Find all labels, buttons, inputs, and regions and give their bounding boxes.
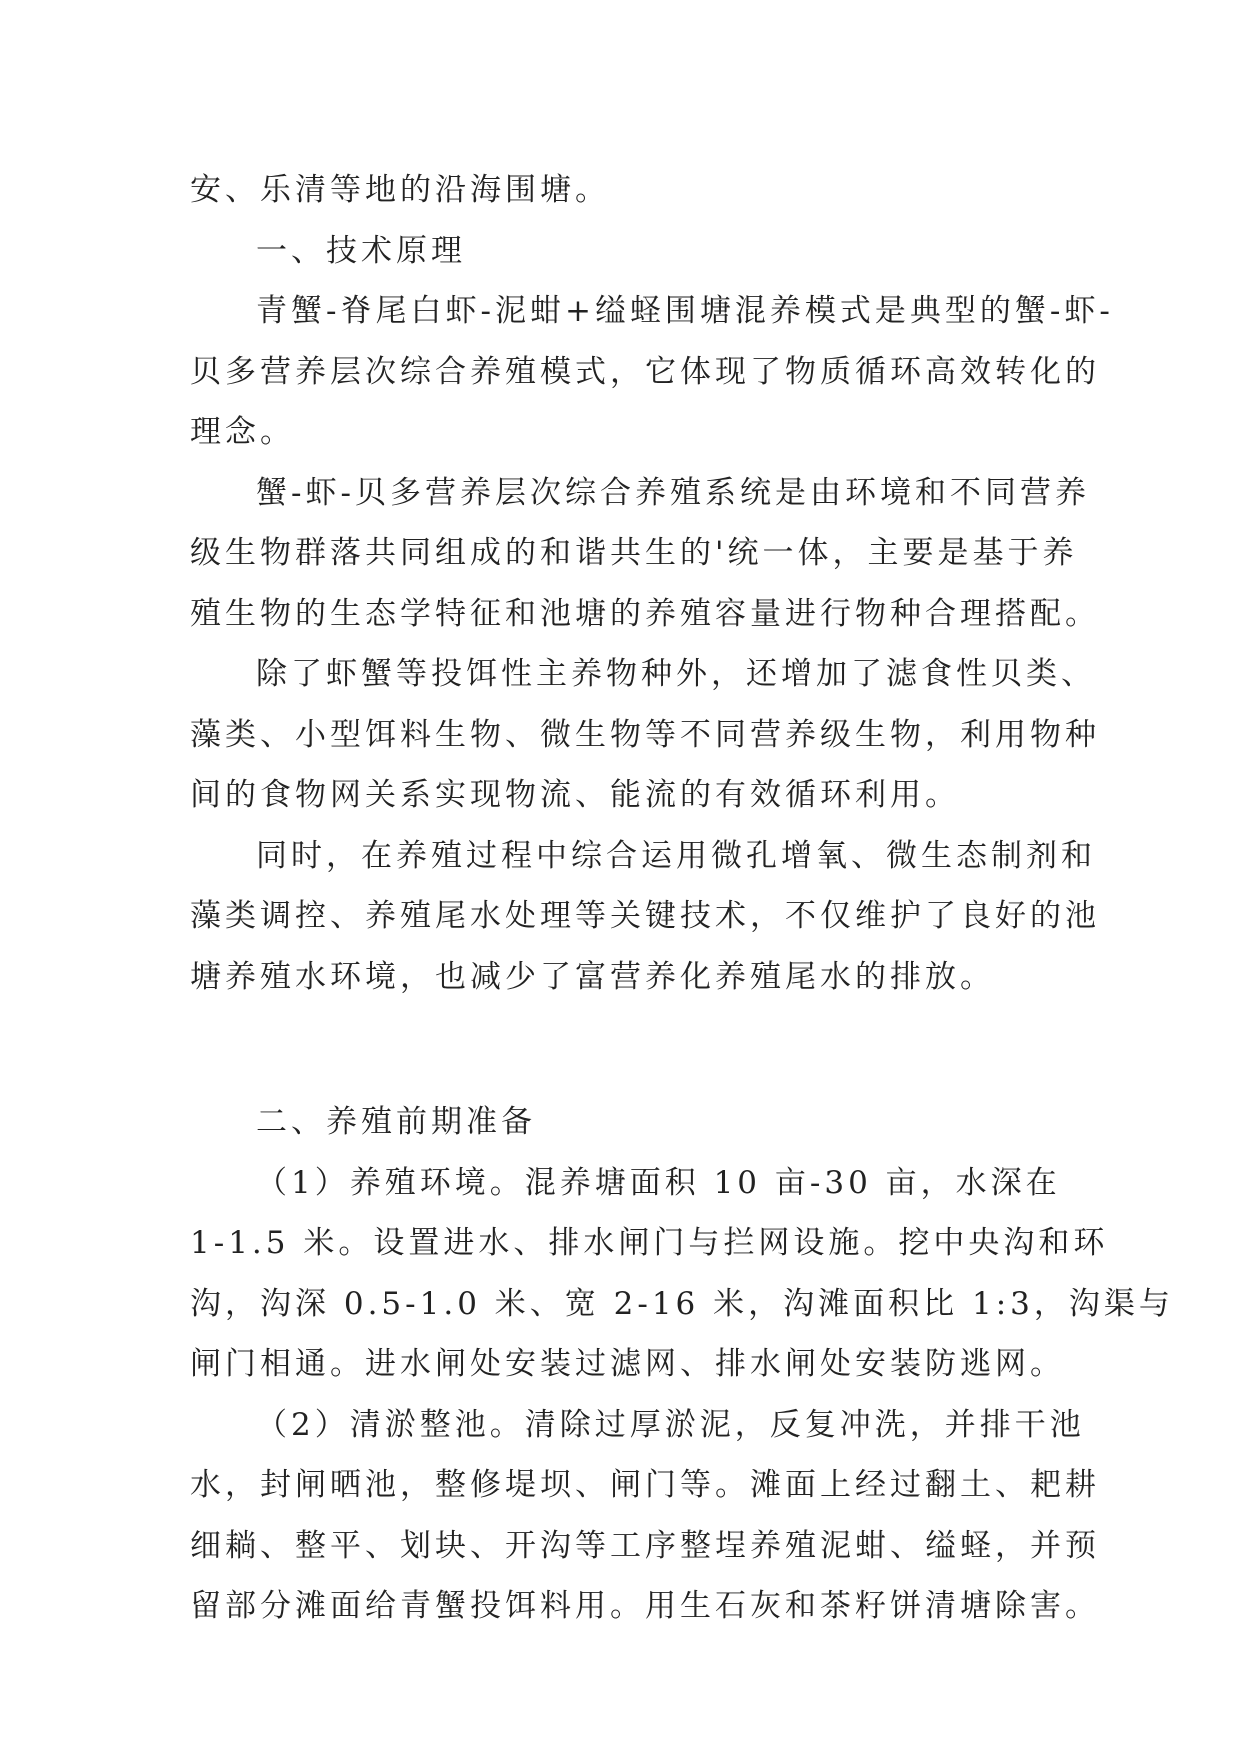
text-line: 理念。: [190, 414, 295, 450]
text-line: 安、乐清等地的沿海围塘。: [190, 172, 610, 208]
text-line: 留部分滩面给青蟹投饵料用。用生石灰和茶籽饼清塘除害。: [190, 1588, 1100, 1624]
text-line: 1-1.5 米。设置进水、排水闸门与拦网设施。挖中央沟和环: [190, 1225, 1109, 1261]
text-line: 细耥、整平、划块、开沟等工序整埕养殖泥蚶、缢蛏，并预: [190, 1527, 1100, 1564]
paragraph-mode-description: [190, 281, 1114, 463]
document-page: [190, 160, 1174, 1637]
paragraph-intro-tail: [190, 160, 1070, 221]
text-line: （1）养殖环境。混养塘面积 10 亩-30 亩，水深在: [256, 1164, 1061, 1201]
paragraph-species-description: [190, 644, 1100, 826]
text-line: 塘养殖水环境，也减少了富营养化养殖尾水的排放。: [190, 958, 995, 995]
text-line: 同时，在养殖过程中综合运用微孔增氧、微生态制剂和: [256, 837, 1096, 874]
text-line: 间的食物网关系实现物流、能流的有效循环利用。: [190, 777, 960, 813]
text-line: 藻类、小型饵料生物、微生物等不同营养级生物，利用物种: [190, 716, 1100, 753]
paragraph-pond-cleaning: [190, 1395, 1100, 1637]
paragraph-key-technologies: [190, 826, 1100, 1008]
text-line: 蟹-虾-贝多营养层次综合养殖系统是由环境和不同营养: [256, 474, 1090, 511]
section-spacer: [190, 1007, 1070, 1092]
text-line: 除了虾蟹等投饵性主养物种外，还增加了滤食性贝类、: [256, 656, 1096, 692]
heading-technical-principle: [190, 221, 1070, 282]
text-line: 殖生物的生态学特征和池塘的养殖容量进行物种合理搭配。: [190, 595, 1100, 632]
paragraph-environment: [190, 1153, 1174, 1395]
text-line: 闸门相通。进水闸处安装过滤网、排水闸处安装防逃网。: [190, 1346, 1065, 1382]
heading-preparation: [190, 1092, 1070, 1153]
text-line: 藻类调控、养殖尾水处理等关键技术，不仅维护了良好的池: [190, 898, 1100, 934]
text-line: 青蟹-脊尾白虾-泥蚶+缢蛏围塘混养模式是典型的蟹-虾-: [256, 293, 1114, 329]
paragraph-system-description: [190, 463, 1100, 645]
text-line: （2）清淤整池。清除过厚淤泥，反复冲洗，并排干池: [256, 1406, 1085, 1443]
text-line: 水，封闸晒池，整修堤坝、闸门等。滩面上经过翻土、耙耕: [190, 1467, 1100, 1503]
text-line: 级生物群落共同组成的和谐共生的'统一体，主要是基于养: [190, 535, 1078, 571]
section-heading: 二、养殖前期准备: [256, 1104, 536, 1140]
text-line: 沟，沟深 0.5-1.0 米、宽 2-16 米，沟滩面积比 1:3，沟渠与: [190, 1285, 1174, 1322]
section-heading: 一、技术原理: [256, 232, 466, 269]
text-line: 贝多营养层次综合养殖模式，它体现了物质循环高效转化的: [190, 353, 1100, 390]
